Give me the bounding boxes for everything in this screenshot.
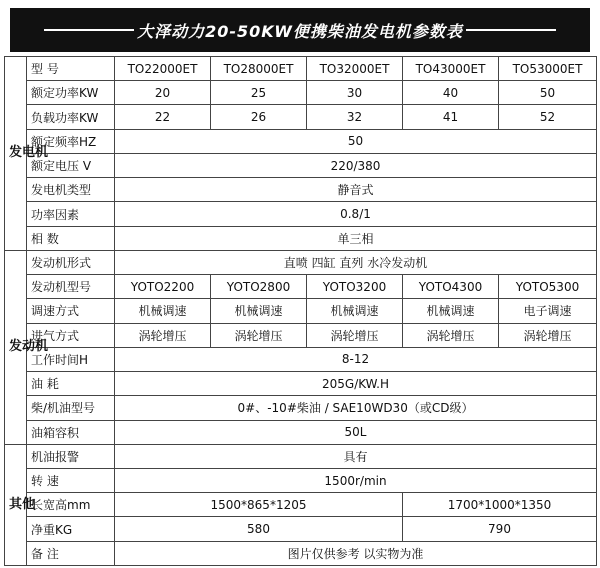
title-bar: [10, 8, 590, 52]
table-row: [5, 105, 597, 129]
cell: 790: [403, 517, 597, 541]
cell: TO43000ET: [403, 57, 499, 81]
cell: YOTO3200: [307, 275, 403, 299]
cell: 机械调速: [403, 299, 499, 323]
row-label: 负载功率KW: [27, 105, 115, 129]
section-engine: 发动机: [5, 250, 27, 444]
cell: 50: [499, 81, 597, 105]
row-label: 相 数: [27, 226, 115, 250]
cell: 205G/KW.H: [115, 372, 597, 396]
table-row: [5, 444, 597, 468]
cell: 涡轮增压: [403, 323, 499, 347]
table-row: [5, 299, 597, 323]
cell: YOTO2200: [115, 275, 211, 299]
cell: 单三相: [115, 226, 597, 250]
title-rule-left: [44, 29, 134, 31]
cell: 50L: [115, 420, 597, 444]
table-row: [5, 541, 597, 565]
row-label: 发电机类型: [27, 178, 115, 202]
cell: 机械调速: [307, 299, 403, 323]
table-row: [5, 153, 597, 177]
cell: 直喷 四缸 直列 水冷发动机: [115, 250, 597, 274]
cell: 涡轮增压: [211, 323, 307, 347]
row-label: 发动机形式: [27, 250, 115, 274]
row-label: 额定功率KW: [27, 81, 115, 105]
table-row: [5, 250, 597, 274]
table-row: [5, 226, 597, 250]
row-label: 柴/机油型号: [27, 396, 115, 420]
table-row: [5, 420, 597, 444]
table-row: [5, 57, 597, 81]
cell: 电子调速: [499, 299, 597, 323]
table-row: [5, 493, 597, 517]
cell: 1700*1000*1350: [403, 493, 597, 517]
cell: TO53000ET: [499, 57, 597, 81]
cell: 涡轮增压: [115, 323, 211, 347]
cell: TO32000ET: [307, 57, 403, 81]
row-label: 额定电压 V: [27, 153, 115, 177]
section-other: 其他: [5, 444, 27, 565]
table-row: [5, 517, 597, 541]
cell: 40: [403, 81, 499, 105]
row-label: 油箱容积: [27, 420, 115, 444]
row-label: 机油报警: [27, 444, 115, 468]
table-row: [5, 372, 597, 396]
cell: YOTO2800: [211, 275, 307, 299]
title-rule-right: [466, 29, 556, 31]
page-title: 大泽动力20-50KW便携柴油发电机参数表: [137, 21, 463, 41]
table-row: [5, 347, 597, 371]
cell: 涡轮增压: [499, 323, 597, 347]
cell: TO28000ET: [211, 57, 307, 81]
row-label: 油 耗: [27, 372, 115, 396]
spec-table: [4, 56, 597, 566]
row-label: 进气方式: [27, 323, 115, 347]
row-label: 型 号: [27, 57, 115, 81]
cell: 8-12: [115, 347, 597, 371]
cell: 50: [115, 129, 597, 153]
cell: 25: [211, 81, 307, 105]
section-generator: 发电机: [5, 57, 27, 251]
row-label: 转 速: [27, 468, 115, 492]
cell: 0#、-10#柴油 / SAE10WD30（或CD级）: [115, 396, 597, 420]
table-row: [5, 129, 597, 153]
cell: 机械调速: [211, 299, 307, 323]
table-row: [5, 275, 597, 299]
cell: YOTO4300: [403, 275, 499, 299]
cell: 220/380: [115, 153, 597, 177]
cell: 1500*865*1205: [115, 493, 403, 517]
table-row: [5, 468, 597, 492]
row-label: 功率因素: [27, 202, 115, 226]
row-label: 净重KG: [27, 517, 115, 541]
cell: 1500r/min: [115, 468, 597, 492]
table-row: [5, 178, 597, 202]
table-row: [5, 81, 597, 105]
row-label: 调速方式: [27, 299, 115, 323]
cell: 机械调速: [115, 299, 211, 323]
row-label: 长宽高mm: [27, 493, 115, 517]
cell: 涡轮增压: [307, 323, 403, 347]
cell: TO22000ET: [115, 57, 211, 81]
cell: 20: [115, 81, 211, 105]
cell: 32: [307, 105, 403, 129]
cell: 30: [307, 81, 403, 105]
cell: 静音式: [115, 178, 597, 202]
cell: 具有: [115, 444, 597, 468]
cell: 26: [211, 105, 307, 129]
table-row: [5, 396, 597, 420]
table-row: [5, 202, 597, 226]
cell: 41: [403, 105, 499, 129]
cell: YOTO5300: [499, 275, 597, 299]
cell: 580: [115, 517, 403, 541]
cell: 图片仅供参考 以实物为准: [115, 541, 597, 565]
table-row: [5, 323, 597, 347]
cell: 22: [115, 105, 211, 129]
row-label: 额定频率HZ: [27, 129, 115, 153]
row-label: 工作时间H: [27, 347, 115, 371]
cell: 52: [499, 105, 597, 129]
cell: 0.8/1: [115, 202, 597, 226]
row-label: 备 注: [27, 541, 115, 565]
row-label: 发动机型号: [27, 275, 115, 299]
